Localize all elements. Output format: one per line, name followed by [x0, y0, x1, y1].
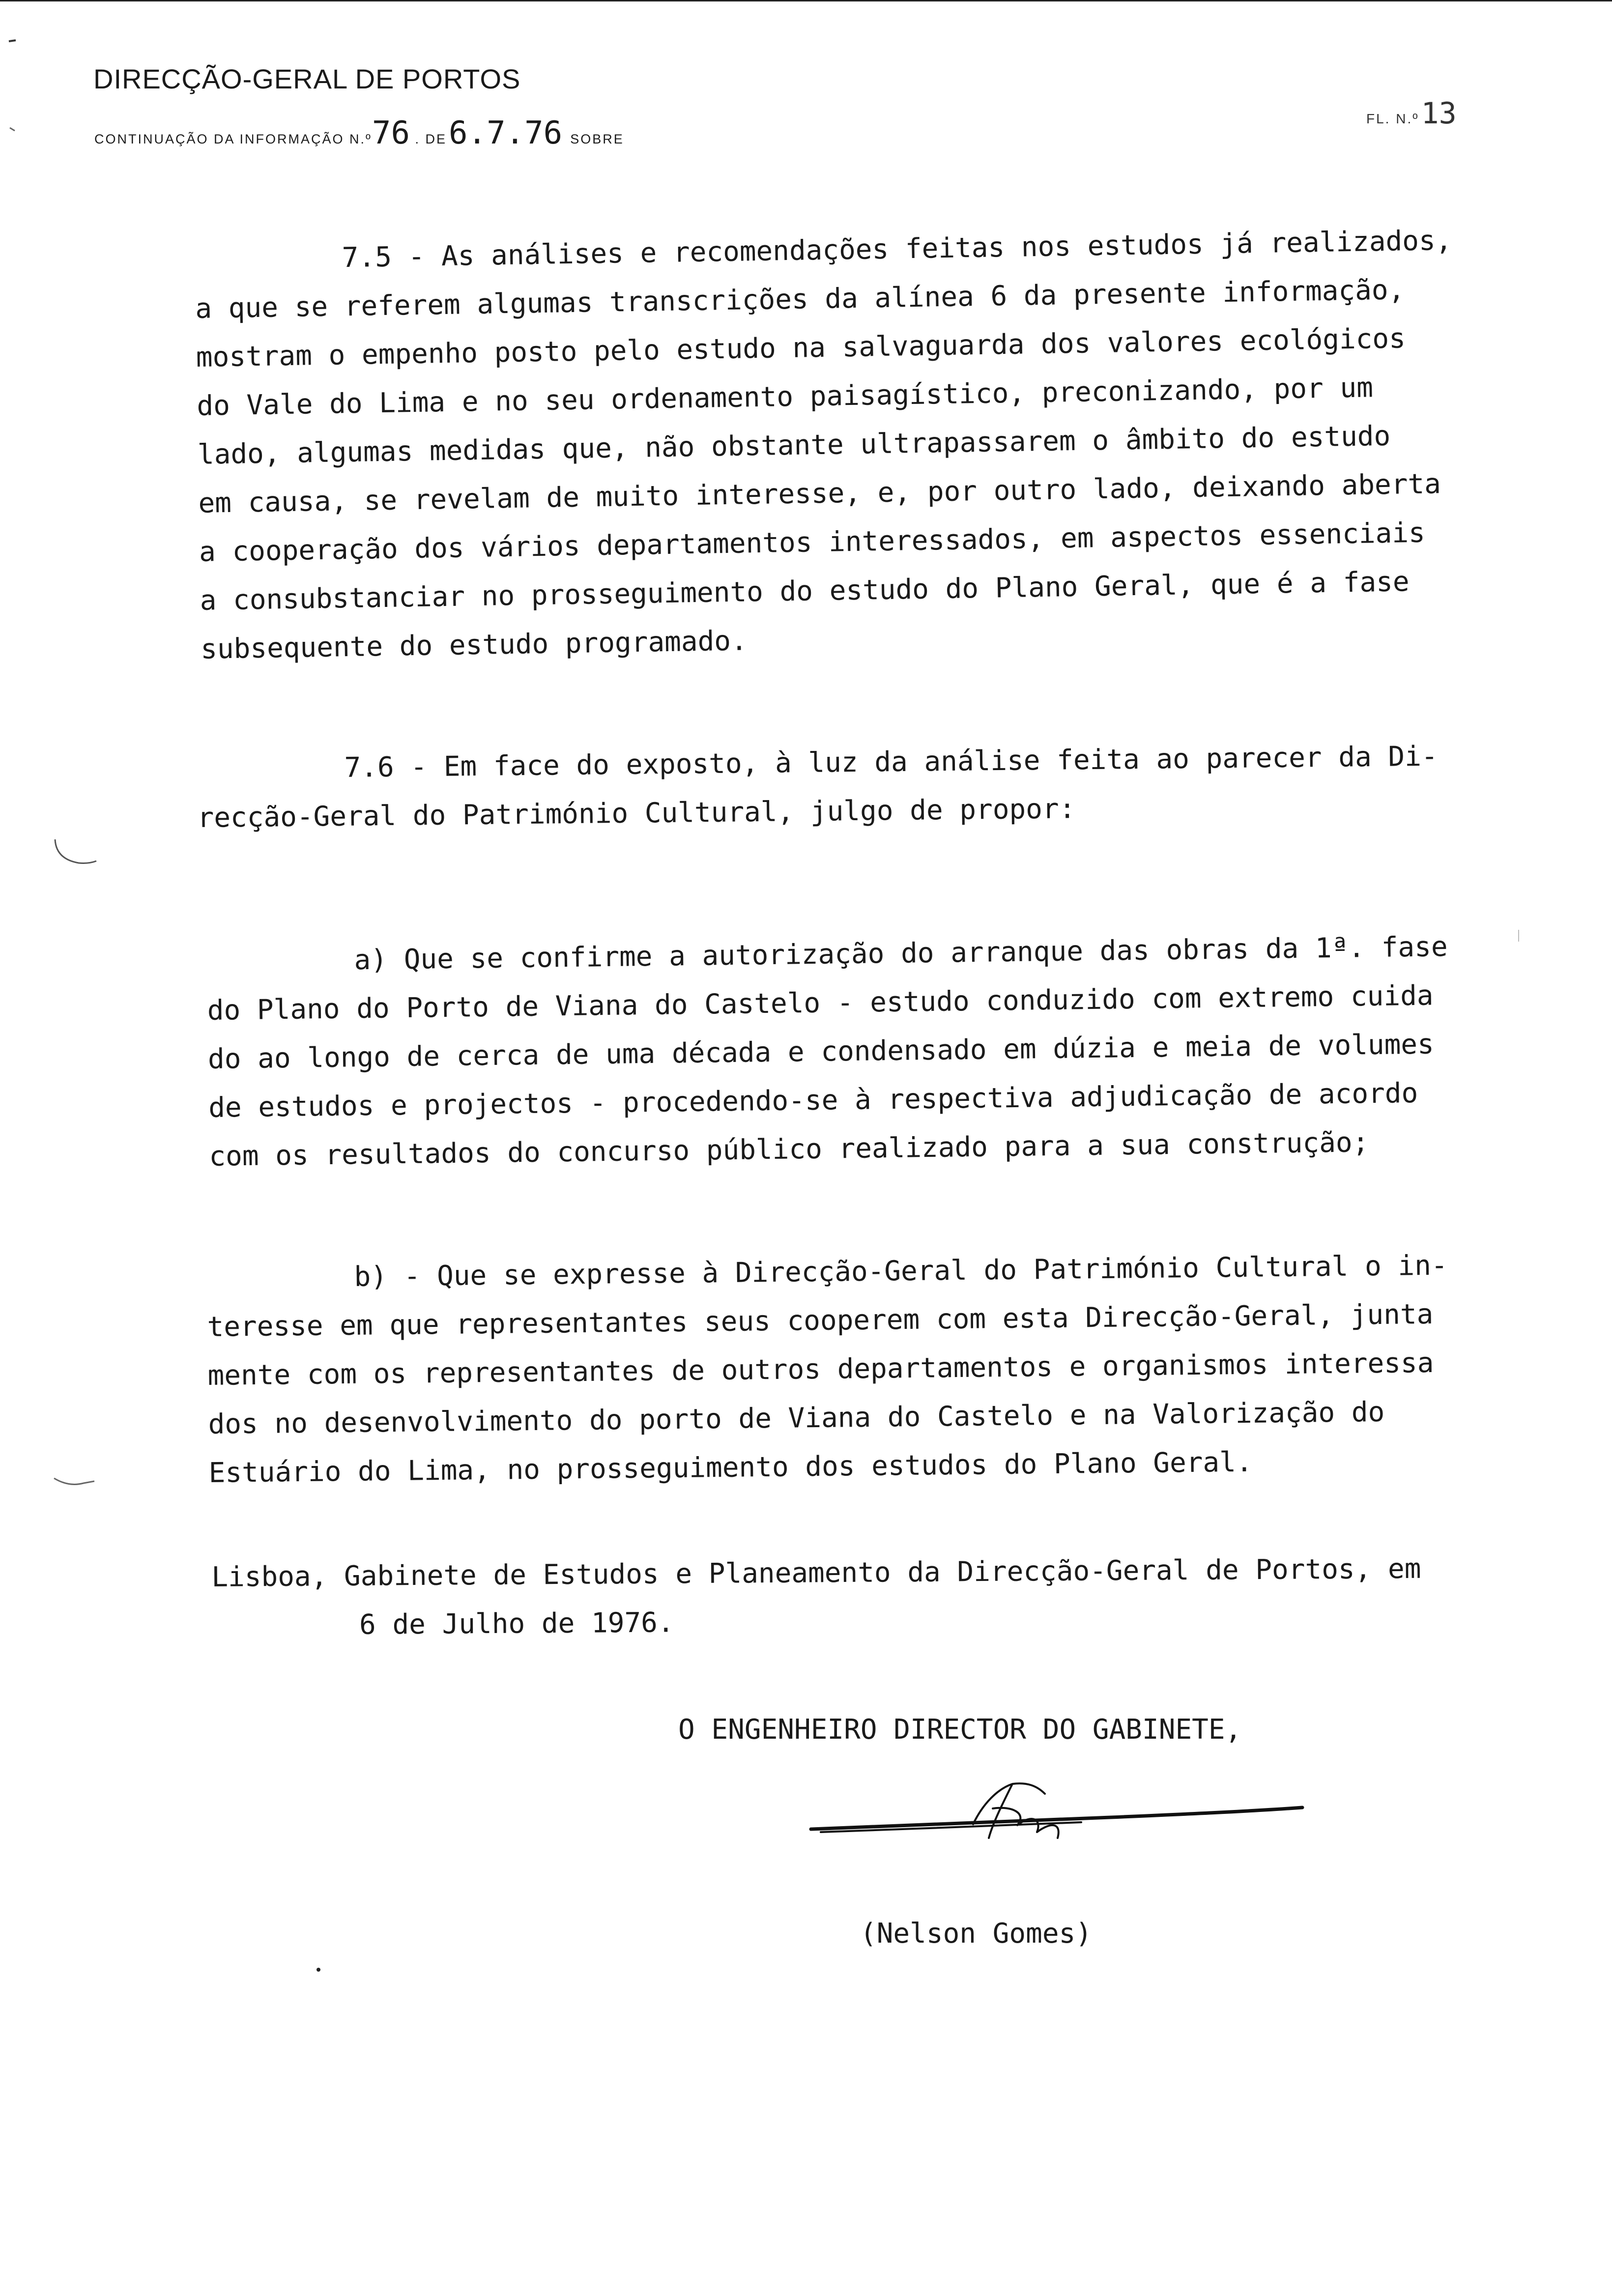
- punch-hole-mark: [49, 835, 103, 870]
- paragraph-b: [206, 1241, 1450, 1497]
- sheet-number: 13: [1421, 96, 1457, 131]
- handwritten-signature: [806, 1774, 1307, 1848]
- info-reference-line: CONTINUAÇÃO DA INFORMAÇÃO N.º76 . DE 6.7.76 SOBRE: [94, 115, 624, 151]
- signatory-title: [678, 1705, 1241, 1754]
- text-line: Estuário do Lima, no prosseguimento dos estudos do Plano Geral.: [208, 1446, 1253, 1489]
- margin-mark: [7, 34, 22, 49]
- text-line: mente com os representantes de outros departamentos e organismos interessa: [207, 1347, 1434, 1392]
- paragraph-7-5: [194, 216, 1459, 674]
- signatory-title-text: O ENGENHEIRO DIRECTOR DO GABINETE,: [678, 1714, 1242, 1746]
- signatory-name: [860, 1909, 1092, 1958]
- date-label: DE: [425, 132, 447, 146]
- paragraph-a: [206, 922, 1450, 1181]
- paragraph-7-6: [197, 732, 1439, 842]
- letterhead-title: DIRECÇÃO-GERAL DE PORTOS: [93, 63, 521, 94]
- text-line: teresse em que representantes seus cooperem com esta Direcção-Geral, junta: [207, 1298, 1434, 1343]
- subject-label: SOBRE: [570, 132, 624, 146]
- punch-hole-mark: [49, 1469, 103, 1499]
- continuation-label: CONTINUAÇÃO DA INFORMAÇÃO N.º: [94, 132, 372, 146]
- text-line: a cooperação dos vários departamentos interessados, em aspectos essenciais: [199, 517, 1426, 568]
- margin-mark: [1514, 929, 1524, 944]
- text-line: b) - Que se expresse à Direcção-Geral do Património Cultural o in-: [354, 1249, 1448, 1293]
- text-line: lado, algumas medidas que, não obstante ultrapassarem o âmbito do estudo: [197, 420, 1391, 471]
- text-line: a consubstanciar no prosseguimento do estudo do Plano Geral, que é a fase: [200, 566, 1410, 617]
- info-number: 76: [372, 115, 410, 151]
- sheet-number-field: [1366, 96, 1457, 131]
- text-line: 7.6 - Em face do exposto, à luz da análise feita ao parecer da Di-: [344, 740, 1438, 784]
- sheet-label: FL. N.º: [1366, 111, 1419, 126]
- text-line: Lisboa, Gabinete de Estudos e Planeamento da Direcção-Geral de Portos, em: [211, 1552, 1421, 1593]
- text-line: do Vale do Lima e no seu ordenamento paisagístico, preconizando, por um: [196, 372, 1374, 422]
- ink-dot: [315, 1966, 324, 1976]
- text-line: 6 de Julho de 1976.: [359, 1607, 674, 1641]
- text-line: subsequente do estudo programado.: [200, 625, 748, 665]
- text-line: de estudos e projectos - procedendo-se à respectiva adjudicação de acordo: [208, 1077, 1418, 1124]
- text-line: com os resultados do concurso público realizado para a sua construção;: [209, 1126, 1369, 1173]
- info-date: 6.7.76: [449, 115, 563, 151]
- margin-mark: [7, 123, 22, 138]
- text-line: em causa, se revelam de muito interesse, e, por outro lado, deixando aberta: [198, 468, 1441, 519]
- text-line: 7.5 - As análises e recomendações feitas nos estudos já realizados,: [342, 224, 1452, 274]
- signatory-name-text: (Nelson Gomes): [860, 1918, 1093, 1950]
- text-line: do Plano do Porto de Viana do Castelo - estudo conduzido com extremo cuida: [207, 979, 1434, 1027]
- text-line: a que se referem algumas transcrições da alínea 6 da presente informação,: [195, 274, 1405, 325]
- text-line: do ao longo de cerca de uma década e condensado em dúzia e meia de volumes: [207, 1028, 1435, 1075]
- text-line: dos no desenvolvimento do porto de Viana do Castelo e na Valorização do: [208, 1396, 1385, 1440]
- top-border-line: [0, 0, 1612, 1]
- closing-place-date: [211, 1545, 1422, 1650]
- text-line: a) Que se confirme a autorização do arranque das obras da 1ª. fase: [354, 931, 1448, 976]
- text-line: recção-Geral do Património Cultural, julgo de propor:: [197, 793, 1076, 834]
- text-line: mostram o empenho posto pelo estudo na salvaguarda dos valores ecológicos: [196, 322, 1406, 373]
